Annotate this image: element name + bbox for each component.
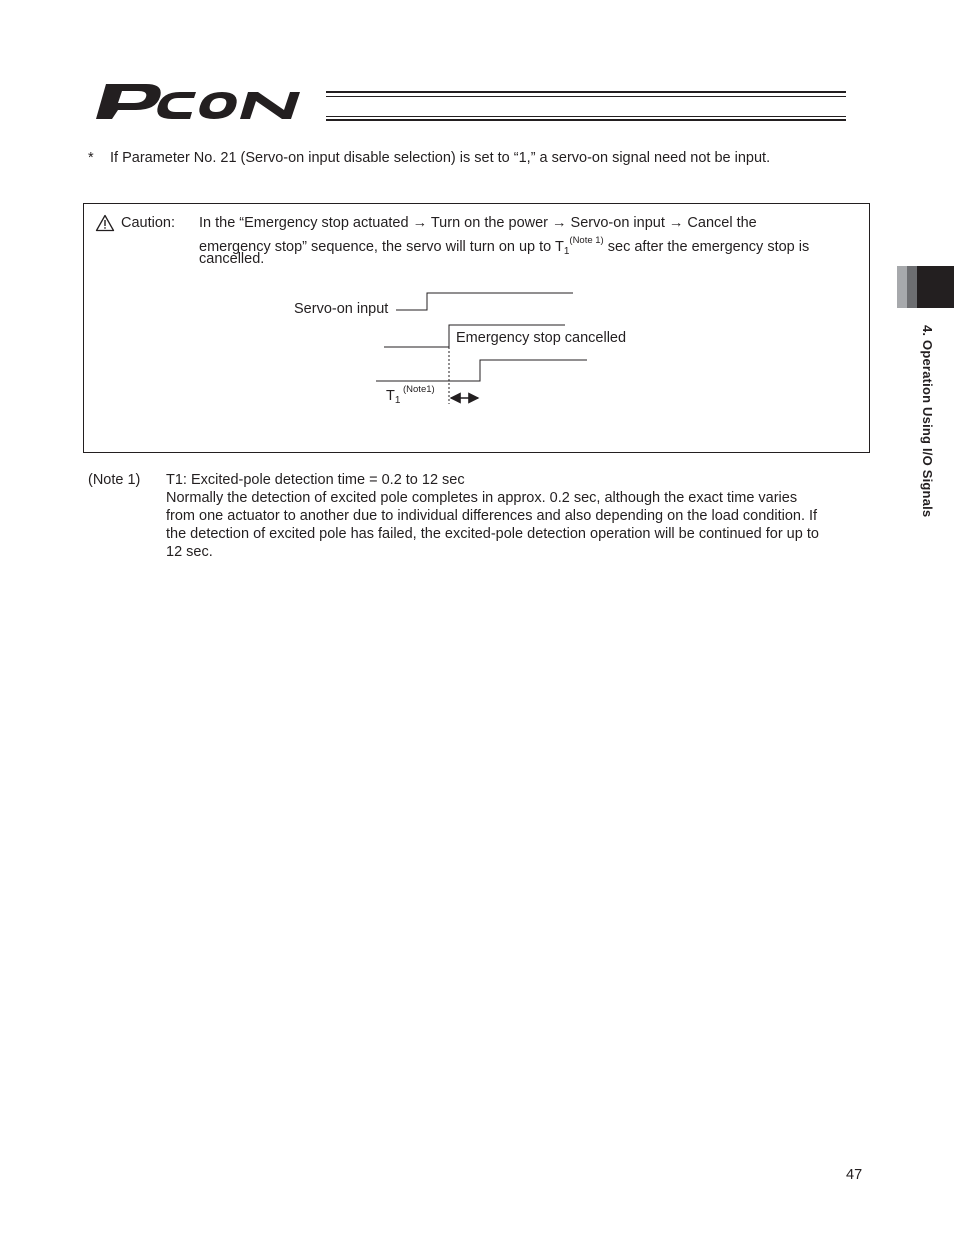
servo-on-waveform <box>396 293 573 310</box>
caution-line2-after: sec after the emergency stop is <box>603 239 810 255</box>
note1-line1: T1: Excited-pole detection time = 0.2 to 12 sec <box>166 472 465 488</box>
asterisk-note-text: If Parameter No. 21 (Servo-on input disable selection) is set to “1,” a servo-on signal need not be input. <box>110 150 771 166</box>
caution-t1-subscript: 1 <box>563 246 570 257</box>
chapter-side-label: 4. Operation Using I/O Signals <box>920 325 935 518</box>
t1-subscript: 1 <box>394 395 401 406</box>
servo-on-input-label: Servo-on input <box>294 301 389 317</box>
page-number: 47 <box>846 1167 863 1183</box>
asterisk-marker: * <box>88 150 94 166</box>
estop-cancelled-label: Emergency stop cancelled <box>456 330 627 346</box>
t1-note-ref: (Note1) <box>403 384 435 395</box>
t1-letter: T <box>386 388 395 404</box>
caution-label: Caution: <box>121 215 176 231</box>
note1-line5: 12 sec. <box>166 544 213 560</box>
note1-line4: the detection of excited pole has failed, the excited-pole detection operation will be continued for up to <box>166 526 819 542</box>
note1-line2: Normally the detection of excited pole completes in approx. 0.2 sec, although the exact time varies <box>166 490 798 506</box>
caution-line2-before: emergency stop” sequence, the servo will turn on up to T <box>199 239 564 255</box>
servo-result-waveform <box>376 360 587 381</box>
note1-line3: from one actuator to another due to individual differences and also depending on the load condition. If <box>166 508 818 524</box>
caution-text-line3: cancelled. <box>199 251 265 267</box>
caution-note-ref: (Note 1) <box>569 235 604 246</box>
caution-text-line1: In the “Emergency stop actuated → Turn on the power → Servo-on input → Cancel the <box>199 215 757 231</box>
t1-label <box>386 387 400 410</box>
note1-marker: (Note 1) <box>88 472 141 488</box>
